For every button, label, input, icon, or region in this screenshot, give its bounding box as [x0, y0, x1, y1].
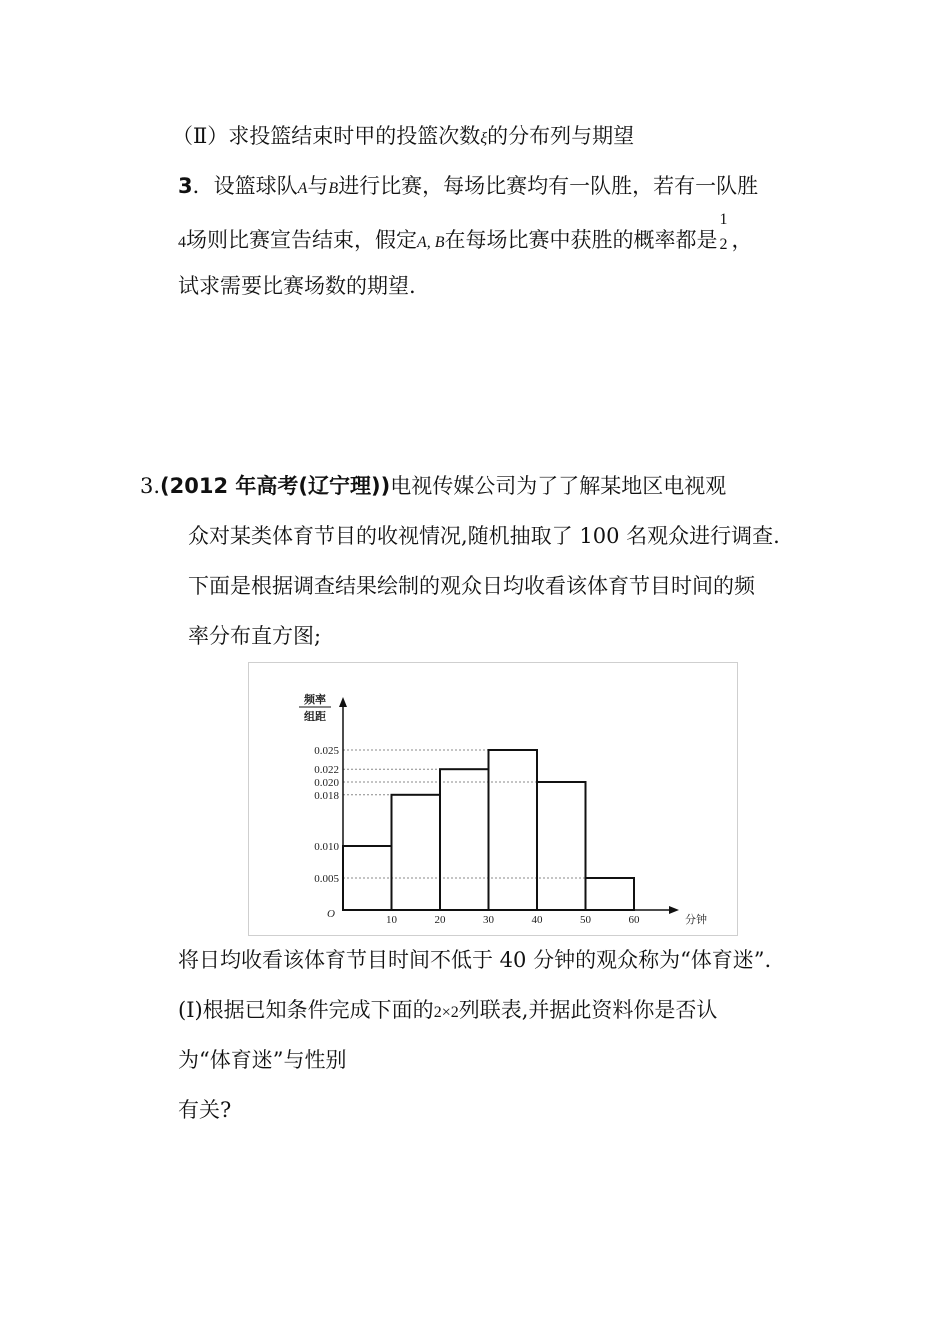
histogram-svg [249, 663, 737, 935]
fraction-numerator: 1 [719, 211, 728, 228]
x-tick-label: 20 [434, 914, 446, 926]
origin-label: O [327, 908, 335, 920]
x-tick-label: 50 [580, 914, 591, 926]
y-axis-arrow [339, 697, 347, 707]
problem3b-text4: 率分布直方图; [188, 624, 322, 648]
histogram-bar [489, 750, 538, 910]
problem3a-text7: 试求需要比赛场数的期望. [178, 274, 416, 298]
problem3b-text8: 为“体育迷”与性别 [178, 1048, 347, 1072]
problem3a-text6: ， [731, 228, 753, 252]
problem3a-text5: 在每场比赛中获胜的概率都是 [444, 228, 718, 252]
x-tick-label: 30 [483, 914, 494, 926]
x-tick-label: 40 [531, 914, 543, 926]
y-tick-label: 0.018 [314, 789, 339, 802]
problem3b-text6: (Ⅰ)根据已知条件完成下面的 [178, 998, 434, 1022]
problem3b-line3 [188, 576, 755, 597]
y-tick-label: 0.005 [314, 873, 339, 885]
fraction-denominator: 2 [719, 236, 728, 253]
problem3a-text2: 与 [307, 174, 329, 198]
problem3b-line1 [140, 476, 726, 497]
problem3b-line4 [188, 626, 321, 647]
problem3b-after4 [178, 1100, 231, 1121]
teams-ab: A, B [417, 234, 445, 251]
histogram-bar [586, 878, 635, 910]
problem3b-line2 [188, 526, 780, 547]
y-tick-label: 0.022 [314, 764, 339, 777]
histogram-bar [392, 795, 441, 910]
fraction-half [718, 211, 732, 253]
part2-suffix: 的分布列与期望 [487, 124, 635, 148]
problem3b-text7: 列联表,并据此资料你是否认 [458, 998, 718, 1022]
problem3a-text4: 场则比赛宣告结束，假定 [186, 228, 417, 252]
x-tick-label: 10 [386, 914, 397, 926]
problem3b-source: (2012 年高考(辽宁理)) [160, 474, 391, 498]
team-a: A [297, 180, 308, 197]
histogram-bar [537, 782, 586, 910]
histogram-bar [440, 769, 489, 910]
part2-question [172, 126, 634, 147]
x-axis-arrow [669, 906, 679, 914]
y-axis-label-top: 频率 [304, 694, 326, 706]
problem3a-text3: 进行比赛，每场比赛均有一队胜，若有一队胜 [338, 174, 759, 198]
problem3b-text2: 众对某类体育节目的收视情况,随机抽取了 100 名观众进行调查. [188, 524, 780, 548]
problem3a-line3 [178, 276, 416, 297]
y-axis-label-bottom: 组距 [304, 711, 326, 723]
table-size: 2×2 [433, 1004, 459, 1021]
x-axis-label: 分钟 [685, 914, 707, 926]
problem3b-number: 3. [140, 474, 161, 498]
problem3a-line2 [178, 211, 753, 253]
problem3b-text9: 有关? [178, 1098, 232, 1122]
problem3b-text3: 下面是根据调查结果绘制的观众日均收看该体育节目时间的频 [188, 574, 755, 598]
problem3a-number: 3 [178, 174, 193, 198]
problem3a-text1: ．设篮球队 [192, 174, 298, 198]
wins-number: 4 [178, 234, 186, 251]
y-tick-label: 0.020 [314, 777, 339, 789]
y-tick-label: 0.010 [314, 841, 339, 853]
part2-prefix: （Ⅱ）求投篮结束时甲的投篮次数 [172, 124, 481, 148]
x-tick-label: 60 [628, 914, 640, 926]
team-b: B [328, 180, 339, 197]
y-tick-label: 0.025 [314, 745, 339, 757]
xi-symbol: ξ [480, 130, 488, 147]
problem3b-text5: 将日均收看该体育节目时间不低于 40 分钟的观众称为“体育迷”. [178, 948, 772, 972]
histogram-figure [248, 662, 738, 936]
problem3b-after1 [178, 950, 771, 971]
problem3a-line1 [178, 176, 758, 197]
problem3b-after3 [178, 1050, 346, 1071]
problem3b-text1: 电视传媒公司为了了解某地区电视观 [390, 474, 727, 498]
problem3b-after2 [178, 1000, 717, 1021]
